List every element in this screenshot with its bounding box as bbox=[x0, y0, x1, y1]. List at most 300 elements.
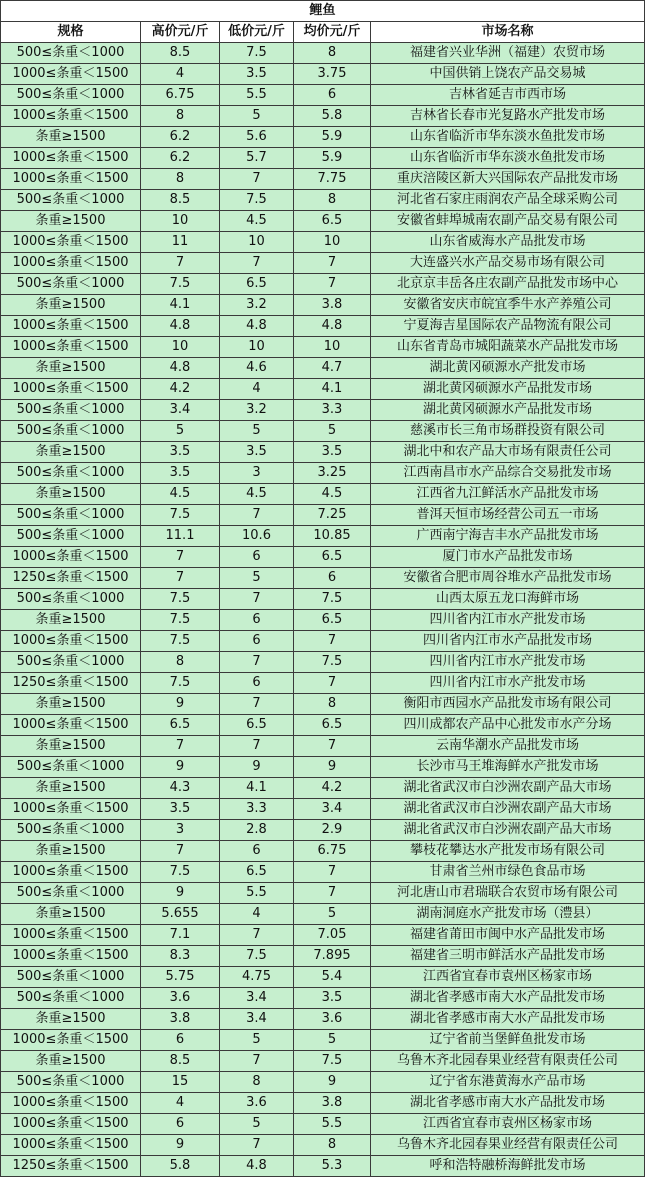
cell-market-name: 河北唐山市君瑞联合农贸市场有限公司 bbox=[371, 883, 645, 904]
cell-spec: 1250≤条重＜1500 bbox=[1, 568, 141, 589]
cell-market-name: 湖北黄冈硕源水产批发市场 bbox=[371, 358, 645, 379]
cell-market-name: 云南华潮水产品批发市场 bbox=[371, 736, 645, 757]
cell-spec: 条重≥1500 bbox=[1, 778, 141, 799]
cell-market-name: 四川省内江市水产批发市场 bbox=[371, 610, 645, 631]
cell-market-name: 山东省临沂市华东淡水鱼批发市场 bbox=[371, 127, 645, 148]
cell-market-name: 慈溪市长三角市场群投资有限公司 bbox=[371, 421, 645, 442]
table-row bbox=[1, 169, 645, 190]
cell-low-price: 5 bbox=[220, 421, 294, 442]
table-body bbox=[1, 43, 645, 1177]
cell-spec: 1000≤条重＜1500 bbox=[1, 253, 141, 274]
cell-high-price: 6.5 bbox=[141, 715, 220, 736]
cell-avg-price: 3.8 bbox=[294, 295, 371, 316]
cell-market-name: 辽宁省东港黄海水产品市场 bbox=[371, 1072, 645, 1093]
cell-market-name: 中国供销上饶农产品交易城 bbox=[371, 64, 645, 85]
cell-high-price: 3.4 bbox=[141, 400, 220, 421]
table-row bbox=[1, 43, 645, 64]
cell-avg-price: 7 bbox=[294, 883, 371, 904]
cell-high-price: 6 bbox=[141, 1030, 220, 1051]
cell-avg-price: 3.3 bbox=[294, 400, 371, 421]
cell-market-name: 福建省莆田市闽中水产品批发市场 bbox=[371, 925, 645, 946]
cell-spec: 条重≥1500 bbox=[1, 736, 141, 757]
cell-spec: 条重≥1500 bbox=[1, 484, 141, 505]
cell-high-price: 7 bbox=[141, 736, 220, 757]
cell-market-name: 衡阳市西园水产品批发市场有限公司 bbox=[371, 694, 645, 715]
cell-high-price: 4.3 bbox=[141, 778, 220, 799]
cell-spec: 条重≥1500 bbox=[1, 694, 141, 715]
table-row bbox=[1, 358, 645, 379]
cell-high-price: 7.5 bbox=[141, 274, 220, 295]
cell-market-name: 湖北省武汉市白沙洲农副产品大市场 bbox=[371, 778, 645, 799]
cell-low-price: 3 bbox=[220, 463, 294, 484]
cell-high-price: 5.8 bbox=[141, 1156, 220, 1177]
cell-high-price: 3.5 bbox=[141, 799, 220, 820]
cell-low-price: 8 bbox=[220, 1072, 294, 1093]
cell-spec: 条重≥1500 bbox=[1, 904, 141, 925]
cell-high-price: 9 bbox=[141, 757, 220, 778]
cell-market-name: 山西太原五龙口海鲜市场 bbox=[371, 589, 645, 610]
table-row bbox=[1, 1093, 645, 1114]
table-row bbox=[1, 862, 645, 883]
cell-spec: 1000≤条重＜1500 bbox=[1, 1030, 141, 1051]
cell-market-name: 安徽省合肥市周谷堆水产品批发市场 bbox=[371, 568, 645, 589]
cell-spec: 条重≥1500 bbox=[1, 610, 141, 631]
cell-low-price: 5.7 bbox=[220, 148, 294, 169]
cell-spec: 1000≤条重＜1500 bbox=[1, 547, 141, 568]
cell-market-name: 攀枝花攀达水产批发市场有限公司 bbox=[371, 841, 645, 862]
cell-spec: 1000≤条重＜1500 bbox=[1, 106, 141, 127]
cell-avg-price: 6.75 bbox=[294, 841, 371, 862]
table-row bbox=[1, 631, 645, 652]
cell-market-name: 湖北省孝感市南大水产品批发市场 bbox=[371, 1093, 645, 1114]
table-row bbox=[1, 820, 645, 841]
cell-low-price: 3.2 bbox=[220, 295, 294, 316]
cell-low-price: 3.3 bbox=[220, 799, 294, 820]
cell-avg-price: 2.9 bbox=[294, 820, 371, 841]
cell-avg-price: 4.8 bbox=[294, 316, 371, 337]
cell-high-price: 8 bbox=[141, 169, 220, 190]
cell-avg-price: 3.75 bbox=[294, 64, 371, 85]
cell-low-price: 6.5 bbox=[220, 715, 294, 736]
cell-spec: 条重≥1500 bbox=[1, 1009, 141, 1030]
table-row bbox=[1, 778, 645, 799]
cell-avg-price: 3.6 bbox=[294, 1009, 371, 1030]
cell-spec: 1000≤条重＜1500 bbox=[1, 715, 141, 736]
cell-spec: 1000≤条重＜1500 bbox=[1, 799, 141, 820]
cell-avg-price: 7 bbox=[294, 274, 371, 295]
table-row bbox=[1, 799, 645, 820]
cell-high-price: 7 bbox=[141, 547, 220, 568]
cell-market-name: 长沙市马王堆海鲜水产批发市场 bbox=[371, 757, 645, 778]
cell-market-name: 江西省宜春市袁州区杨家市场 bbox=[371, 967, 645, 988]
cell-avg-price: 5.3 bbox=[294, 1156, 371, 1177]
cell-avg-price: 5.9 bbox=[294, 148, 371, 169]
header-market-name: 市场名称 bbox=[371, 22, 645, 43]
cell-low-price: 4 bbox=[220, 904, 294, 925]
table-title: 鲤鱼 bbox=[1, 1, 645, 22]
cell-low-price: 5.5 bbox=[220, 85, 294, 106]
cell-low-price: 7 bbox=[220, 925, 294, 946]
cell-spec: 500≤条重＜1000 bbox=[1, 400, 141, 421]
cell-high-price: 6 bbox=[141, 1114, 220, 1135]
cell-low-price: 3.6 bbox=[220, 1093, 294, 1114]
cell-low-price: 4.5 bbox=[220, 211, 294, 232]
cell-market-name: 湖北省孝感市南大水产品批发市场 bbox=[371, 988, 645, 1009]
cell-spec: 500≤条重＜1000 bbox=[1, 85, 141, 106]
cell-market-name: 山东省临沂市华东淡水鱼批发市场 bbox=[371, 148, 645, 169]
cell-high-price: 6.2 bbox=[141, 127, 220, 148]
cell-spec: 条重≥1500 bbox=[1, 127, 141, 148]
cell-low-price: 6 bbox=[220, 841, 294, 862]
table-row bbox=[1, 85, 645, 106]
table-row bbox=[1, 379, 645, 400]
cell-high-price: 9 bbox=[141, 1135, 220, 1156]
cell-high-price: 5.655 bbox=[141, 904, 220, 925]
table-row bbox=[1, 253, 645, 274]
table-row bbox=[1, 400, 645, 421]
cell-market-name: 江西省九江鲜活水产品批发市场 bbox=[371, 484, 645, 505]
cell-high-price: 4.2 bbox=[141, 379, 220, 400]
cell-spec: 1000≤条重＜1500 bbox=[1, 379, 141, 400]
cell-avg-price: 4.1 bbox=[294, 379, 371, 400]
cell-high-price: 7 bbox=[141, 841, 220, 862]
cell-spec: 500≤条重＜1000 bbox=[1, 43, 141, 64]
cell-spec: 条重≥1500 bbox=[1, 358, 141, 379]
cell-high-price: 7.5 bbox=[141, 505, 220, 526]
cell-low-price: 3.4 bbox=[220, 1009, 294, 1030]
cell-high-price: 15 bbox=[141, 1072, 220, 1093]
cell-low-price: 9 bbox=[220, 757, 294, 778]
cell-spec: 500≤条重＜1000 bbox=[1, 1072, 141, 1093]
table-row bbox=[1, 337, 645, 358]
cell-avg-price: 5.8 bbox=[294, 106, 371, 127]
table-row bbox=[1, 988, 645, 1009]
cell-high-price: 11 bbox=[141, 232, 220, 253]
cell-low-price: 4.75 bbox=[220, 967, 294, 988]
cell-low-price: 7 bbox=[220, 1051, 294, 1072]
table-row bbox=[1, 547, 645, 568]
cell-market-name: 宁夏海吉星国际农产品物流有限公司 bbox=[371, 316, 645, 337]
cell-high-price: 6.75 bbox=[141, 85, 220, 106]
table-row bbox=[1, 442, 645, 463]
cell-spec: 500≤条重＜1000 bbox=[1, 274, 141, 295]
cell-spec: 1250≤条重＜1500 bbox=[1, 673, 141, 694]
cell-high-price: 11.1 bbox=[141, 526, 220, 547]
cell-spec: 1000≤条重＜1500 bbox=[1, 1135, 141, 1156]
cell-spec: 1000≤条重＜1500 bbox=[1, 631, 141, 652]
cell-low-price: 2.8 bbox=[220, 820, 294, 841]
cell-low-price: 10.6 bbox=[220, 526, 294, 547]
table-row bbox=[1, 127, 645, 148]
cell-high-price: 7.5 bbox=[141, 631, 220, 652]
cell-market-name: 湖北中和农产品大市场有限责任公司 bbox=[371, 442, 645, 463]
cell-market-name: 吉林省延吉市西市场 bbox=[371, 85, 645, 106]
cell-high-price: 7.1 bbox=[141, 925, 220, 946]
cell-avg-price: 7 bbox=[294, 673, 371, 694]
cell-market-name: 四川省内江市水产批发市场 bbox=[371, 673, 645, 694]
cell-spec: 条重≥1500 bbox=[1, 1051, 141, 1072]
cell-high-price: 4.5 bbox=[141, 484, 220, 505]
table-row bbox=[1, 295, 645, 316]
header-spec: 规格 bbox=[1, 22, 141, 43]
cell-market-name: 吉林省长春市光复路水产批发市场 bbox=[371, 106, 645, 127]
cell-avg-price: 6.5 bbox=[294, 211, 371, 232]
cell-avg-price: 7.5 bbox=[294, 589, 371, 610]
cell-spec: 1000≤条重＜1500 bbox=[1, 316, 141, 337]
cell-spec: 500≤条重＜1000 bbox=[1, 589, 141, 610]
cell-low-price: 3.5 bbox=[220, 64, 294, 85]
cell-high-price: 5.75 bbox=[141, 967, 220, 988]
table-row bbox=[1, 715, 645, 736]
header-avg-price: 均价元/斤 bbox=[294, 22, 371, 43]
table-row bbox=[1, 589, 645, 610]
table-row bbox=[1, 274, 645, 295]
cell-high-price: 7.5 bbox=[141, 589, 220, 610]
cell-low-price: 6.5 bbox=[220, 274, 294, 295]
cell-high-price: 4 bbox=[141, 1093, 220, 1114]
cell-market-name: 乌鲁木齐北园春果业经营有限责任公司 bbox=[371, 1051, 645, 1072]
cell-market-name: 湖北黄冈硕源水产品批发市场 bbox=[371, 379, 645, 400]
cell-market-name: 普洱天恒市场经营公司五一市场 bbox=[371, 505, 645, 526]
cell-avg-price: 7.05 bbox=[294, 925, 371, 946]
cell-spec: 500≤条重＜1000 bbox=[1, 988, 141, 1009]
cell-low-price: 10 bbox=[220, 232, 294, 253]
table-row bbox=[1, 211, 645, 232]
header-row bbox=[1, 22, 645, 43]
cell-low-price: 5.5 bbox=[220, 883, 294, 904]
cell-spec: 500≤条重＜1000 bbox=[1, 883, 141, 904]
cell-avg-price: 6 bbox=[294, 85, 371, 106]
table-row bbox=[1, 1156, 645, 1177]
cell-market-name: 辽宁省前当堡鲜鱼批发市场 bbox=[371, 1030, 645, 1051]
cell-low-price: 6 bbox=[220, 610, 294, 631]
cell-spec: 500≤条重＜1000 bbox=[1, 526, 141, 547]
cell-low-price: 7 bbox=[220, 169, 294, 190]
cell-avg-price: 10 bbox=[294, 337, 371, 358]
cell-spec: 1000≤条重＜1500 bbox=[1, 169, 141, 190]
cell-spec: 条重≥1500 bbox=[1, 211, 141, 232]
cell-spec: 1000≤条重＜1500 bbox=[1, 862, 141, 883]
table-row bbox=[1, 1051, 645, 1072]
cell-avg-price: 7.75 bbox=[294, 169, 371, 190]
table-row bbox=[1, 1114, 645, 1135]
cell-avg-price: 4.7 bbox=[294, 358, 371, 379]
cell-spec: 500≤条重＜1000 bbox=[1, 463, 141, 484]
cell-spec: 500≤条重＜1000 bbox=[1, 190, 141, 211]
cell-avg-price: 7 bbox=[294, 736, 371, 757]
cell-avg-price: 5.4 bbox=[294, 967, 371, 988]
cell-market-name: 福建省三明市鲜活水产品批发市场 bbox=[371, 946, 645, 967]
cell-avg-price: 3.4 bbox=[294, 799, 371, 820]
cell-avg-price: 7.5 bbox=[294, 652, 371, 673]
cell-low-price: 3.4 bbox=[220, 988, 294, 1009]
cell-spec: 条重≥1500 bbox=[1, 295, 141, 316]
cell-low-price: 7 bbox=[220, 1135, 294, 1156]
cell-avg-price: 8 bbox=[294, 190, 371, 211]
cell-low-price: 5 bbox=[220, 106, 294, 127]
cell-market-name: 安徽省蚌埠城南农副产品交易有限公司 bbox=[371, 211, 645, 232]
table-row bbox=[1, 967, 645, 988]
cell-low-price: 6 bbox=[220, 673, 294, 694]
cell-market-name: 大连盛兴水产品交易市场有限公司 bbox=[371, 253, 645, 274]
cell-high-price: 5 bbox=[141, 421, 220, 442]
cell-spec: 1000≤条重＜1500 bbox=[1, 337, 141, 358]
table-row bbox=[1, 484, 645, 505]
cell-market-name: 安徽省安庆市皖宜季牛水产养殖公司 bbox=[371, 295, 645, 316]
table-row bbox=[1, 505, 645, 526]
cell-avg-price: 7 bbox=[294, 862, 371, 883]
header-high-price: 高价元/斤 bbox=[141, 22, 220, 43]
cell-high-price: 10 bbox=[141, 211, 220, 232]
table-row bbox=[1, 148, 645, 169]
cell-spec: 500≤条重＜1000 bbox=[1, 652, 141, 673]
table-row bbox=[1, 1030, 645, 1051]
cell-avg-price: 5 bbox=[294, 421, 371, 442]
cell-spec: 1000≤条重＜1500 bbox=[1, 64, 141, 85]
table-row bbox=[1, 694, 645, 715]
cell-market-name: 福建省兴业华洲（福建）农贸市场 bbox=[371, 43, 645, 64]
cell-low-price: 4.8 bbox=[220, 316, 294, 337]
cell-spec: 1000≤条重＜1500 bbox=[1, 1114, 141, 1135]
cell-high-price: 6.2 bbox=[141, 148, 220, 169]
cell-market-name: 乌鲁木齐北园春果业经营有限责任公司 bbox=[371, 1135, 645, 1156]
cell-low-price: 3.2 bbox=[220, 400, 294, 421]
cell-low-price: 7 bbox=[220, 694, 294, 715]
cell-low-price: 10 bbox=[220, 337, 294, 358]
cell-avg-price: 3.8 bbox=[294, 1093, 371, 1114]
cell-spec: 1000≤条重＜1500 bbox=[1, 232, 141, 253]
cell-spec: 1000≤条重＜1500 bbox=[1, 148, 141, 169]
cell-high-price: 3 bbox=[141, 820, 220, 841]
cell-spec: 条重≥1500 bbox=[1, 442, 141, 463]
cell-avg-price: 5 bbox=[294, 904, 371, 925]
cell-high-price: 3.5 bbox=[141, 463, 220, 484]
cell-high-price: 4 bbox=[141, 64, 220, 85]
cell-low-price: 7.5 bbox=[220, 190, 294, 211]
cell-low-price: 7 bbox=[220, 652, 294, 673]
cell-high-price: 8.5 bbox=[141, 190, 220, 211]
cell-spec: 500≤条重＜1000 bbox=[1, 967, 141, 988]
cell-spec: 500≤条重＜1000 bbox=[1, 421, 141, 442]
cell-high-price: 8 bbox=[141, 652, 220, 673]
cell-avg-price: 3.5 bbox=[294, 988, 371, 1009]
cell-high-price: 3.6 bbox=[141, 988, 220, 1009]
table-row bbox=[1, 652, 645, 673]
table-row bbox=[1, 1009, 645, 1030]
cell-low-price: 5 bbox=[220, 568, 294, 589]
cell-avg-price: 7.5 bbox=[294, 1051, 371, 1072]
cell-avg-price: 8 bbox=[294, 694, 371, 715]
cell-avg-price: 6.5 bbox=[294, 610, 371, 631]
cell-low-price: 4.1 bbox=[220, 778, 294, 799]
cell-low-price: 4.8 bbox=[220, 1156, 294, 1177]
cell-market-name: 四川省内江市水产品批发市场 bbox=[371, 631, 645, 652]
cell-high-price: 8.3 bbox=[141, 946, 220, 967]
cell-high-price: 4.8 bbox=[141, 316, 220, 337]
cell-spec: 1000≤条重＜1500 bbox=[1, 925, 141, 946]
cell-market-name: 湖北黄冈硕源水产品批发市场 bbox=[371, 400, 645, 421]
cell-low-price: 7.5 bbox=[220, 43, 294, 64]
cell-market-name: 呼和浩特融桥海鲜批发市场 bbox=[371, 1156, 645, 1177]
table-row bbox=[1, 1135, 645, 1156]
cell-market-name: 北京京丰岳各庄农副产品批发市场中心 bbox=[371, 274, 645, 295]
cell-high-price: 7 bbox=[141, 253, 220, 274]
cell-market-name: 四川省内江市水产批发市场 bbox=[371, 652, 645, 673]
table-row bbox=[1, 673, 645, 694]
table-row bbox=[1, 925, 645, 946]
header-low-price: 低价元/斤 bbox=[220, 22, 294, 43]
cell-avg-price: 5.9 bbox=[294, 127, 371, 148]
cell-high-price: 8 bbox=[141, 106, 220, 127]
cell-market-name: 江西南昌市水产品综合交易批发市场 bbox=[371, 463, 645, 484]
cell-avg-price: 6 bbox=[294, 568, 371, 589]
cell-low-price: 4.5 bbox=[220, 484, 294, 505]
cell-low-price: 7 bbox=[220, 253, 294, 274]
cell-low-price: 4.6 bbox=[220, 358, 294, 379]
cell-market-name: 山东省青岛市城阳蔬菜水产品批发市场 bbox=[371, 337, 645, 358]
cell-high-price: 4.1 bbox=[141, 295, 220, 316]
table-row bbox=[1, 526, 645, 547]
cell-high-price: 7.5 bbox=[141, 862, 220, 883]
cell-high-price: 7 bbox=[141, 568, 220, 589]
cell-avg-price: 4.2 bbox=[294, 778, 371, 799]
cell-high-price: 7.5 bbox=[141, 610, 220, 631]
cell-avg-price: 6.5 bbox=[294, 547, 371, 568]
table-row bbox=[1, 736, 645, 757]
cell-avg-price: 7 bbox=[294, 631, 371, 652]
cell-avg-price: 7 bbox=[294, 253, 371, 274]
cell-avg-price: 7.25 bbox=[294, 505, 371, 526]
cell-low-price: 6 bbox=[220, 547, 294, 568]
cell-avg-price: 6.5 bbox=[294, 715, 371, 736]
cell-high-price: 7.5 bbox=[141, 673, 220, 694]
cell-market-name: 河北省石家庄雨润农产品全球采购公司 bbox=[371, 190, 645, 211]
cell-market-name: 湖北省武汉市白沙洲农副产品大市场 bbox=[371, 799, 645, 820]
cell-market-name: 山东省威海水产品批发市场 bbox=[371, 232, 645, 253]
cell-avg-price: 3.25 bbox=[294, 463, 371, 484]
cell-market-name: 湖南洞庭水产批发市场（澧县） bbox=[371, 904, 645, 925]
cell-low-price: 3.5 bbox=[220, 442, 294, 463]
table-row bbox=[1, 463, 645, 484]
cell-market-name: 重庆涪陵区新大兴国际农产品批发市场 bbox=[371, 169, 645, 190]
cell-avg-price: 9 bbox=[294, 757, 371, 778]
cell-spec: 500≤条重＜1000 bbox=[1, 820, 141, 841]
cell-low-price: 5 bbox=[220, 1030, 294, 1051]
cell-high-price: 4.8 bbox=[141, 358, 220, 379]
table-row bbox=[1, 841, 645, 862]
table-row bbox=[1, 316, 645, 337]
cell-market-name: 湖北省孝感市南大水产品批发市场 bbox=[371, 1009, 645, 1030]
cell-avg-price: 9 bbox=[294, 1072, 371, 1093]
cell-spec: 1000≤条重＜1500 bbox=[1, 1093, 141, 1114]
table-row bbox=[1, 64, 645, 85]
cell-spec: 1250≤条重＜1500 bbox=[1, 1156, 141, 1177]
cell-high-price: 8.5 bbox=[141, 1051, 220, 1072]
table-row bbox=[1, 568, 645, 589]
cell-avg-price: 7.895 bbox=[294, 946, 371, 967]
cell-low-price: 6 bbox=[220, 631, 294, 652]
cell-avg-price: 4.5 bbox=[294, 484, 371, 505]
cell-avg-price: 10 bbox=[294, 232, 371, 253]
table-row bbox=[1, 106, 645, 127]
cell-spec: 1000≤条重＜1500 bbox=[1, 946, 141, 967]
cell-avg-price: 8 bbox=[294, 43, 371, 64]
table-row bbox=[1, 904, 645, 925]
cell-low-price: 7 bbox=[220, 589, 294, 610]
table-row bbox=[1, 232, 645, 253]
cell-market-name: 四川成都农产品中心批发市水产分场 bbox=[371, 715, 645, 736]
title-row bbox=[1, 1, 645, 22]
